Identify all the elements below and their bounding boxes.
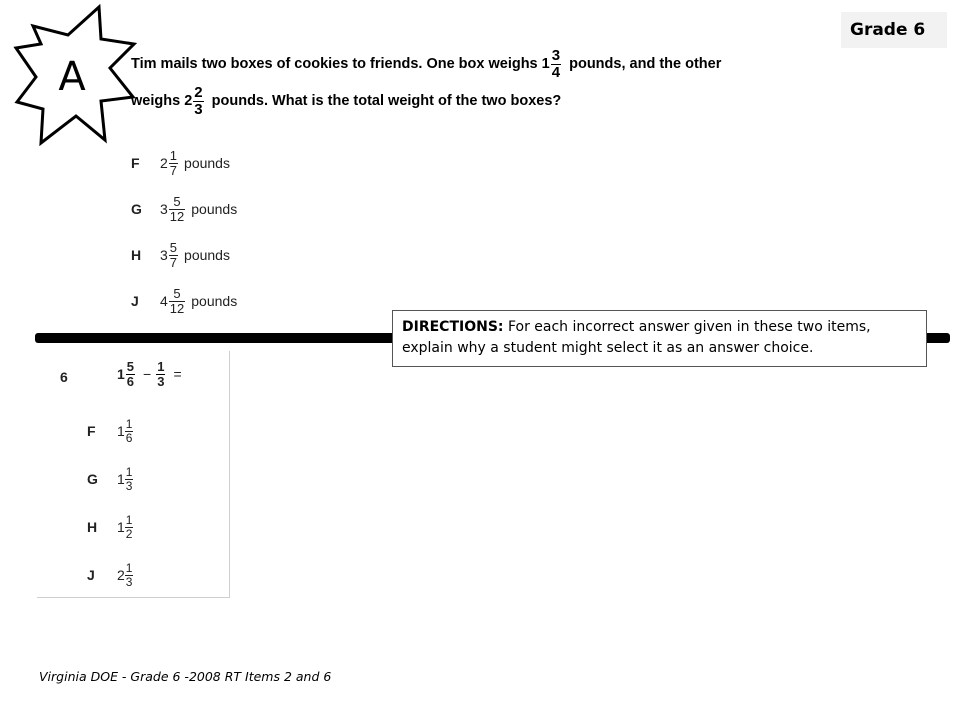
- whole-part: 1: [541, 56, 550, 72]
- unit-label: pounds: [191, 293, 238, 309]
- numerator: 5: [173, 193, 181, 209]
- fraction: [193, 85, 203, 118]
- answer-option[interactable]: [87, 407, 137, 455]
- whole-part: 1: [117, 423, 125, 439]
- denominator: 3: [157, 373, 165, 389]
- denominator: 4: [551, 63, 561, 81]
- option-letter: J: [87, 567, 95, 583]
- source-note: Virginia DOE - Grade 6 -2008 RT Items 2 and 6: [39, 669, 332, 684]
- numerator: 3: [551, 46, 561, 64]
- fraction: [156, 360, 165, 388]
- whole-part: 4: [160, 293, 168, 309]
- numerator: 5: [173, 285, 181, 301]
- option-letter: J: [131, 293, 139, 309]
- option-letter: G: [131, 201, 142, 217]
- option-letter: F: [87, 423, 96, 439]
- denominator: 3: [125, 478, 133, 493]
- denominator: 12: [169, 208, 185, 224]
- directions-box: [392, 310, 927, 367]
- stem-mixed-number-1: [541, 46, 565, 81]
- question6-options: [87, 407, 137, 599]
- whole-part: 2: [160, 155, 168, 171]
- denominator: 3: [125, 574, 133, 589]
- question6-expression: [117, 360, 186, 388]
- denominator: 2: [125, 526, 133, 541]
- fraction: [169, 195, 185, 223]
- badge-letter: A: [58, 54, 86, 100]
- question6-panel: [37, 351, 230, 598]
- whole-part: 1: [117, 366, 125, 383]
- denominator: 12: [169, 300, 185, 316]
- answer-option[interactable]: [87, 551, 137, 599]
- stem-text-part3: pounds. What is the total weight of the two boxes?: [211, 93, 562, 109]
- numerator: 1: [157, 359, 165, 374]
- minus-operator: −: [143, 366, 152, 383]
- question1-stem: [131, 46, 751, 120]
- fraction: [125, 466, 134, 492]
- whole-part: 3: [160, 247, 168, 263]
- numerator: 1: [125, 416, 133, 431]
- stem-text-part2: pounds, and the other weighs: [131, 56, 722, 109]
- numerator: 2: [194, 83, 203, 101]
- denominator: 3: [194, 100, 203, 118]
- directions-text: For each incorrect answer given in these two items, explain why a student might select it as an answer choice.: [402, 319, 871, 356]
- whole-part: 2: [117, 567, 125, 583]
- answer-option[interactable]: [131, 140, 237, 186]
- fraction: [169, 149, 178, 177]
- denominator: 7: [169, 254, 178, 270]
- option-letter: F: [131, 155, 140, 171]
- fraction: [551, 48, 561, 81]
- equals-sign: =: [173, 366, 182, 383]
- fraction: [126, 360, 135, 388]
- numerator: 5: [126, 359, 135, 374]
- whole-part: 1: [117, 471, 125, 487]
- whole-part: 2: [184, 93, 193, 109]
- grade-label: Grade 6: [841, 12, 947, 48]
- fraction: [125, 562, 134, 588]
- question1-options: [131, 140, 237, 324]
- option-letter: G: [87, 471, 98, 487]
- numerator: 1: [169, 147, 178, 163]
- stem-mixed-number-2: [184, 83, 207, 118]
- denominator: 6: [125, 430, 133, 445]
- fraction: [125, 514, 134, 540]
- answer-option[interactable]: [131, 186, 237, 232]
- answer-option[interactable]: [131, 278, 237, 324]
- option-letter: H: [131, 247, 142, 263]
- numerator: 1: [125, 560, 133, 575]
- whole-part: 1: [117, 519, 125, 535]
- unit-label: pounds: [184, 155, 230, 171]
- option-letter: H: [87, 519, 98, 535]
- numerator: 1: [125, 512, 133, 527]
- stem-text-part1: Tim mails two boxes of cookies to friends. One box weighs: [131, 56, 538, 72]
- answer-option[interactable]: [87, 455, 137, 503]
- answer-option[interactable]: [87, 503, 137, 551]
- numerator: 1: [125, 464, 133, 479]
- directions-label: DIRECTIONS:: [402, 319, 504, 335]
- numerator: 5: [169, 239, 178, 255]
- answer-option[interactable]: [131, 232, 237, 278]
- denominator: 7: [169, 162, 178, 178]
- whole-part: 3: [160, 201, 168, 217]
- fraction: [169, 287, 185, 315]
- question-number: 6: [60, 369, 68, 385]
- denominator: 6: [126, 373, 135, 389]
- unit-label: pounds: [184, 247, 230, 263]
- unit-label: pounds: [191, 201, 238, 217]
- fraction: [169, 241, 178, 269]
- fraction: [125, 418, 134, 444]
